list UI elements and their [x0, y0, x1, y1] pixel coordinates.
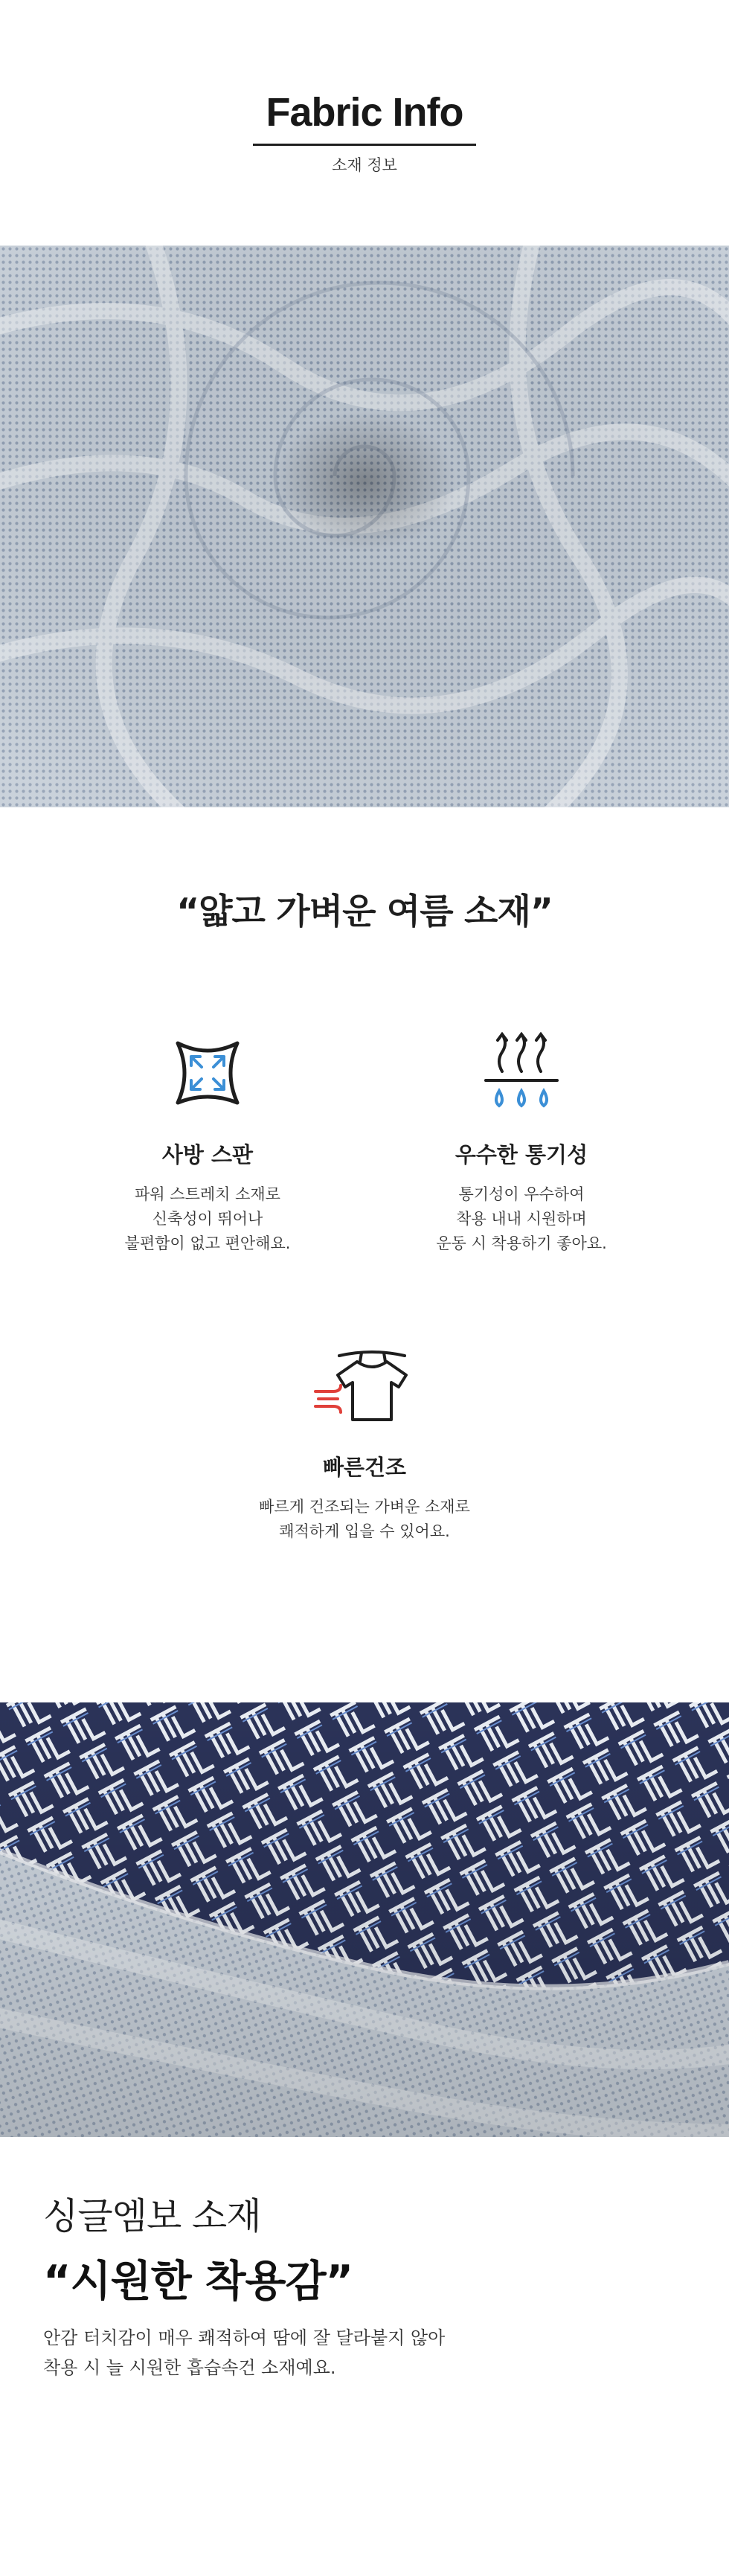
feature-desc-line: 통기성이 우수하여: [458, 1185, 585, 1203]
four-way-stretch-icon: [155, 1027, 260, 1124]
bottom-desc-line: 착용 시 늘 시원한 흡습속건 소재예요.: [43, 2357, 336, 2378]
bottom-desc-line: 안감 터치감이 매우 쾌적하여 땀에 잘 달라붙지 않아: [43, 2327, 446, 2348]
bottom-description: [43, 2323, 445, 2383]
feature-desc-line: 착용 내내 시원하며: [456, 1210, 587, 1228]
quote-text: “얇고 가벼운 여름 소재”: [176, 891, 553, 932]
page-subtitle: 소재 정보: [332, 156, 397, 174]
feature-four-way-stretch: [51, 1027, 364, 1256]
header: [0, 0, 729, 246]
feature-title: 우수한 통기성: [455, 1142, 588, 1167]
fabric-pattern-photo: [0, 1702, 729, 2137]
quote-block: [0, 884, 729, 934]
feature-description: [365, 1182, 678, 1256]
feature-title: 사방 스판: [161, 1142, 254, 1167]
feature-desc-line: 쾌적하게 입을 수 있어요.: [279, 1522, 450, 1540]
breathability-icon: [469, 1027, 574, 1124]
feature-breathability: [365, 1027, 678, 1256]
feature-description: [208, 1495, 521, 1544]
title-underline: [253, 144, 476, 146]
feature-desc-line: 신축성이 뛰어나: [152, 1210, 263, 1228]
feature-desc-line: 빠르게 건조되는 가벼운 소재로: [259, 1498, 470, 1516]
quick-dry-icon: [312, 1339, 417, 1436]
bottom-quote: “시원한 착용감”: [43, 2257, 353, 2306]
fabric-swirl-photo: [0, 246, 729, 807]
feature-description: [51, 1182, 364, 1256]
page-title: Fabric Info: [266, 90, 463, 135]
feature-desc-line: 불편함이 없고 편안해요.: [124, 1234, 291, 1252]
feature-quick-dry: [208, 1339, 521, 1544]
feature-title: 빠른건조: [322, 1455, 407, 1480]
quote: [166, 884, 563, 934]
feature-desc-line: 파워 스트레치 소재로: [135, 1185, 280, 1203]
bottom-heading: 싱글엠보 소재: [43, 2195, 261, 2237]
feature-desc-line: 운동 시 착용하기 좋아요.: [436, 1234, 607, 1252]
